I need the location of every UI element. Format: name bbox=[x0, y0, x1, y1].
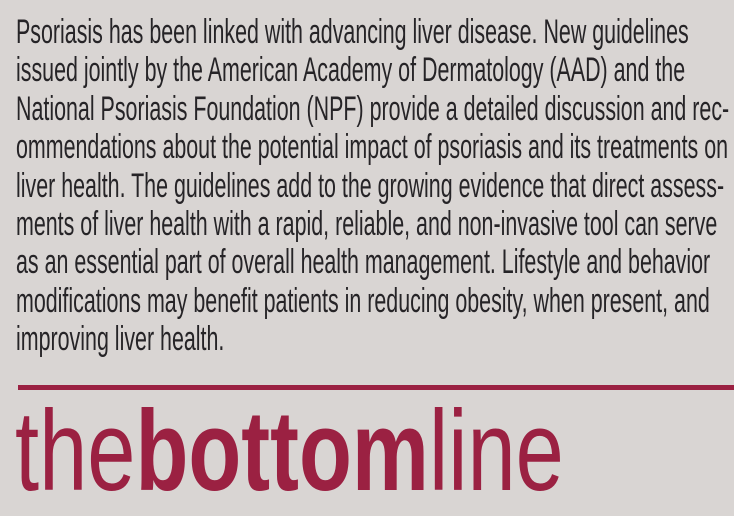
paragraph-line: modifications may benefit patients in reducing obesity, when present, and bbox=[16, 281, 710, 320]
paragraph-line: ments of liver health with a rapid, reliable, and non-invasive tool can serve bbox=[16, 205, 718, 244]
paragraph-line: ommendations about the potential impact of psoriasis and its treatments on bbox=[16, 128, 729, 167]
bottom-line-heading bbox=[15, 388, 564, 515]
paragraph-line: improving liver health. bbox=[16, 320, 225, 359]
paragraph-line: Psoriasis has been linked with advancing liver disease. New guidelines bbox=[16, 13, 689, 51]
paragraph-line: issued jointly by the American Academy of Dermatology (AAD) and the bbox=[16, 51, 686, 90]
summary-paragraph bbox=[16, 13, 734, 359]
paragraph-line: as an essential part of overall health management. Lifestyle and behavior bbox=[16, 243, 711, 282]
heading-line: line bbox=[428, 388, 564, 515]
paragraph-line: National Psoriasis Foundation (NPF) provide a detailed discussion and rec- bbox=[16, 89, 730, 128]
heading-the: the bbox=[15, 388, 136, 515]
paragraph-line: liver health. The guidelines add to the growing evidence that direct assess- bbox=[16, 166, 725, 205]
heading-bottom: bottom bbox=[135, 388, 429, 515]
